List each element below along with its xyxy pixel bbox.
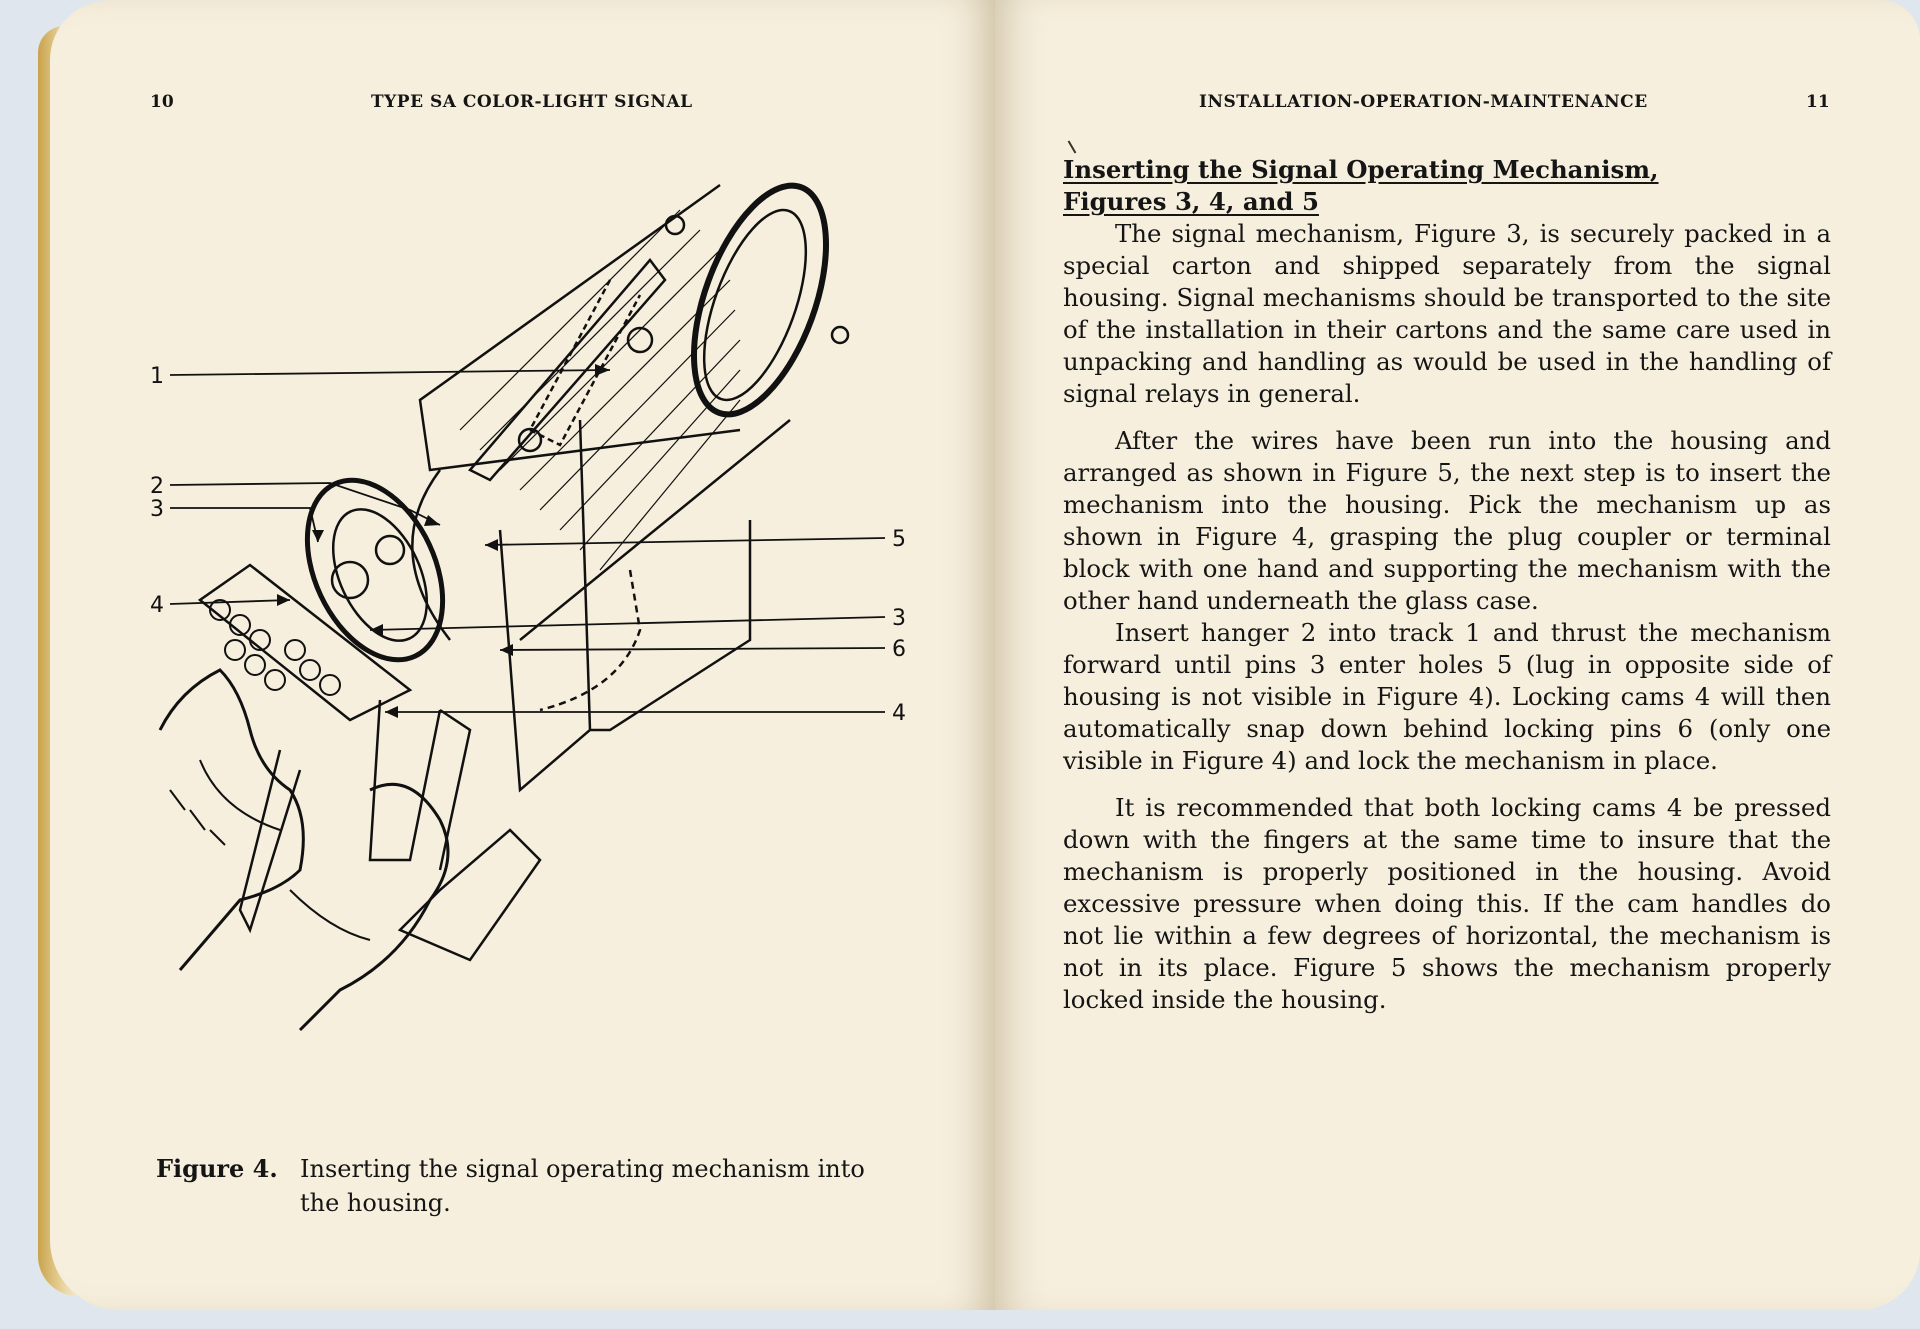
section-heading-line-1: Inserting the Signal Operating Mechanism, [1063, 155, 1659, 184]
section-heading-line-2: Figures 3, 4, and 5 [1063, 187, 1319, 216]
arrowhead-6 [500, 644, 513, 656]
body-text [1063, 154, 1831, 1016]
arrowhead-5 [485, 539, 498, 551]
leader-line-5 [485, 538, 885, 545]
figure-caption [156, 1152, 946, 1220]
arrowhead-3-left [312, 530, 324, 542]
callout-6: 6 [892, 637, 906, 662]
paragraph-2: After the wires have been run into the housing and arranged as shown in Figure 5, the next step is to insert the mechanism into the housing. Pick the mechanism up as shown in Figure 4, grasping the plug coupler or terminal block with one hand and supporting the mechanism with the other hand underneath the glass case. [1063, 426, 1831, 615]
callout-4-left: 4 [150, 593, 164, 618]
figure-4-illustration [140, 170, 940, 1120]
arrowhead-4-right [385, 706, 398, 718]
figure-caption-label: Figure 4. [156, 1154, 278, 1183]
leader-line-4-left [170, 600, 290, 604]
paragraph-3: Insert hanger 2 into track 1 and thrust the mechanism forward until pins 3 enter holes 5 (lug in opposite side of housing is not visible in Figure 4). Locking cams 4 will then automatically snap down behind locking pins 6 (only one visible in Figure 4) and lock the mechanism in place. [1063, 618, 1831, 775]
right-running-head: INSTALLATION-OPERATION-MAINTENANCE [1199, 92, 1648, 112]
arrowhead-2 [424, 515, 440, 526]
callout-4-right: 4 [892, 701, 906, 726]
right-page-number: 11 [1806, 92, 1830, 112]
figure-caption-line-1: Inserting the signal operating mechanism into [300, 1155, 865, 1183]
callout-2: 2 [150, 474, 164, 499]
callout-3-right: 3 [892, 606, 906, 631]
callout-3-left: 3 [150, 497, 164, 522]
leader-line-3-right [370, 617, 885, 630]
leader-line-3-left [170, 508, 318, 542]
callout-1: 1 [150, 364, 164, 389]
leader-line-1 [170, 370, 610, 375]
left-running-head: TYPE SA COLOR-LIGHT SIGNAL [371, 92, 693, 112]
leader-line-6 [500, 648, 885, 650]
paragraph-4: It is recommended that both locking cams 4 be pressed down with the fingers at the same time to insure that the mechanism is properly positioned in the housing. Avoid excessive pressure when doing this. If the cam handles do not lie within a few degrees of horizontal, the mechanism is not in its place. Figure 5 shows the mechanism properly locked inside the housing. [1063, 793, 1831, 1014]
figure-caption-line-2: the housing. [300, 1189, 451, 1217]
paragraph-1: The signal mechanism, Figure 3, is securely packed in a special carton and shipped separately from the signal housing. Signal mechanisms should be transported to the site of the installation in their cartons and the same care used in unpacking and handling as would be used in the handling of signal relays in general. [1063, 219, 1831, 408]
arrowhead-3-right [370, 624, 383, 636]
callout-5: 5 [892, 527, 906, 552]
left-page-number: 10 [150, 92, 174, 112]
